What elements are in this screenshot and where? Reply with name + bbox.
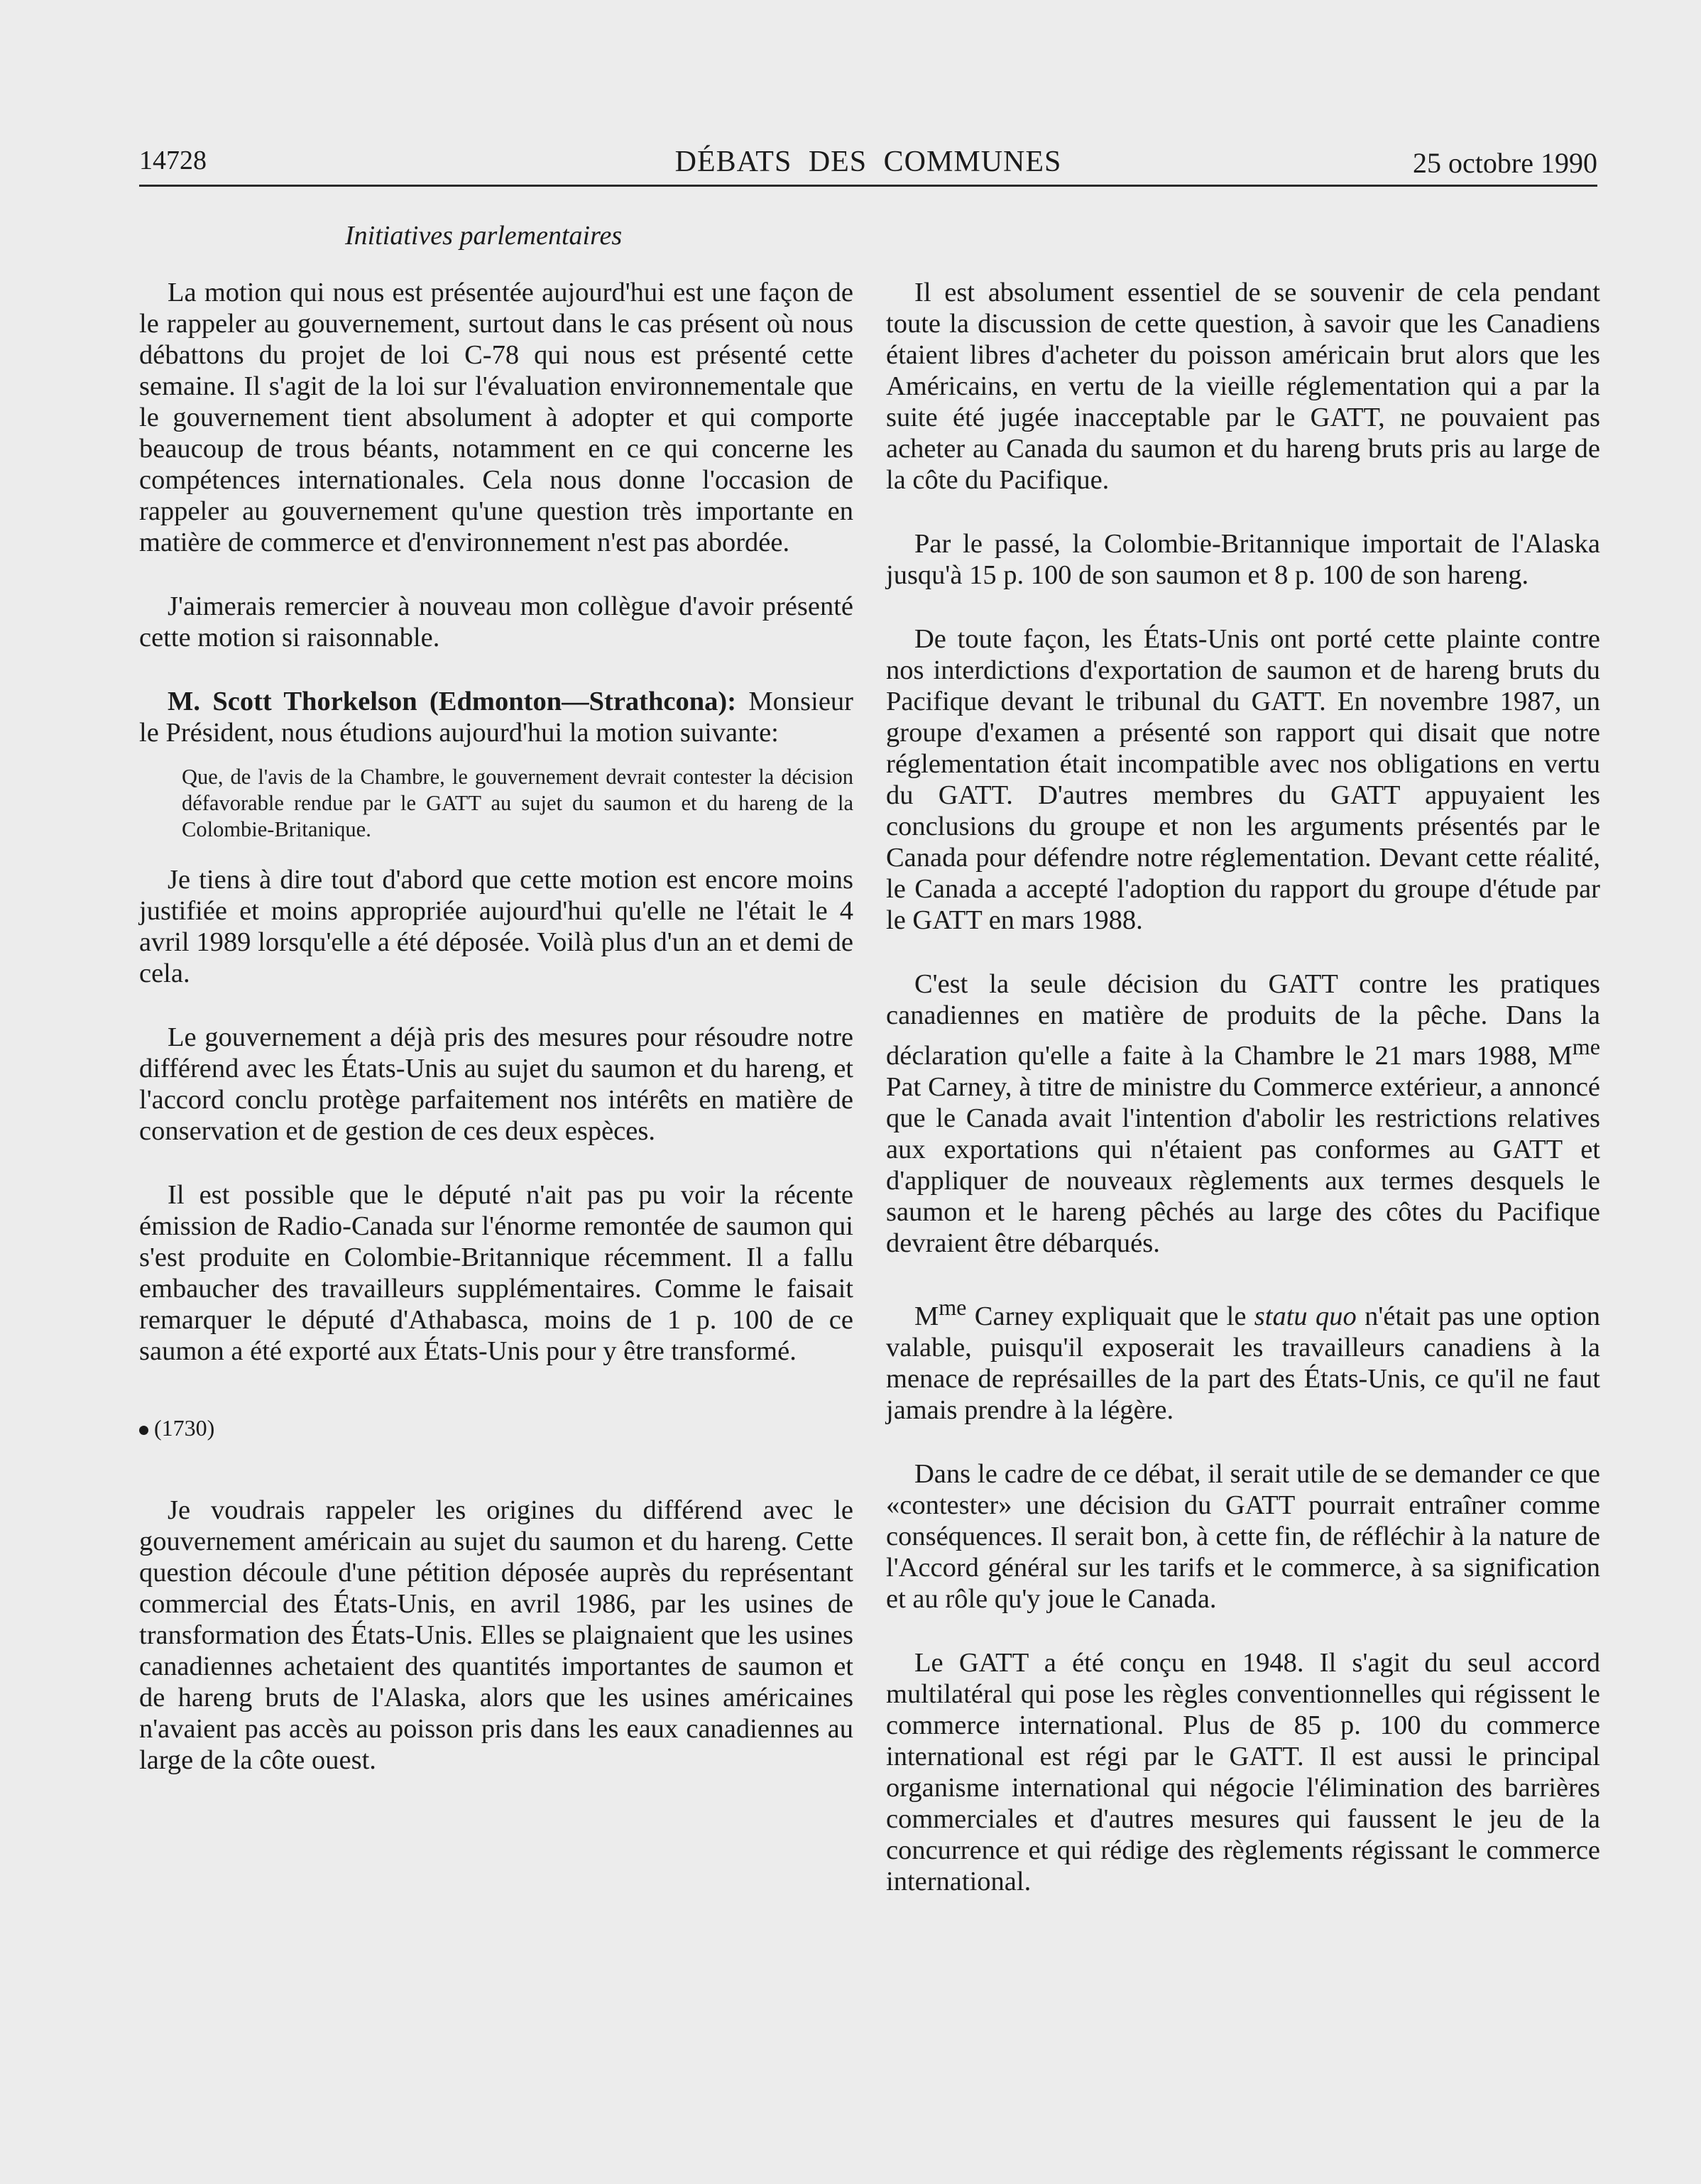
paragraph: Par le passé, la Colombie-Britannique importait de l'Alaska jusqu'à 15 p. 100 de son saumon et 8 p. 100 de son hareng. — [886, 529, 1600, 590]
timestamp-text: (1730) — [154, 1415, 215, 1441]
superscript: me — [1572, 1034, 1600, 1059]
paragraph: Il est absolument essentiel de se souvenir de cela pendant toute la discussion de cette question, à savoir que les Canadiens étaient libres d'acheter du poisson américain brut alors que les Américains, en vertu de la vieille réglementation qui a par la suite été jugée inacceptable par le GATT, ne pouvaient pas acheter au Canada du saumon et du hareng bruts pris au large de la côte du Pacifique. — [886, 278, 1600, 495]
paragraph: Le GATT a été conçu en 1948. Il s'agit du seul accord multilatéral qui pose les règles conventionnelles qui régissent le commerce international. Plus de 85 p. 100 du commerce international est régi par le GATT. Il est aussi le principal organisme international qui négocie l'élimination des barrières commerciales et d'autres mesures qui faussent le jeu de la concurrence et qui rédige des règlements régissant le commerce international. — [886, 1647, 1600, 1896]
section-heading: Initiatives parlementaires — [345, 221, 623, 251]
paragraph — [886, 968, 1600, 1259]
left-column — [139, 277, 853, 1776]
paragraph: Le gouvernement a déjà pris des mesures pour résoudre notre différend avec les États-Unis au sujet du saumon et du hareng, et l'accord conclu protège parfaitement nos intérêts en matière de conservation et de gestion de ces deux espèces. — [139, 1022, 853, 1146]
paragraph: La motion qui nous est présentée aujourd'hui est une façon de le rappeler au gouvernement, surtout dans le cas présent où nous débattons du projet de loi C-78 qui nous est présenté cette semaine. Il s'agit de la loi sur l'évaluation environnementale que le gouvernement tient absolument à adopter et qui comporte beaucoup de trous béants, notamment en ce qui concerne les compétences internationales. Cela nous donne l'occasion de rappeler au gouvernement qu'une question très importante en matière de commerce et d'environnement n'est pas abordée. — [139, 278, 853, 557]
italic-phrase: statu quo — [1254, 1301, 1357, 1331]
paragraph-text: C'est la seule décision du GATT contre les pratiques canadiennes en matière de produits de la pêche. Dans la déclaration qu'elle a faite à la Chambre le 21 mars 1988, M — [886, 969, 1600, 1071]
paragraph-text: Pat Carney, à titre de ministre du Commerce extérieur, a annoncé que le Canada avait l'intention d'abolir les restrictions relatives aux exportations qui n'étaient pas conformes au GATT et d'appliquer de nouveaux règlements aux termes desquels le saumon et le hareng pêchés au large des côtes du Pacifique devraient être débarqués. — [886, 1071, 1600, 1258]
paragraph-text: Carney expliquait que le — [966, 1301, 1254, 1331]
paragraph: De toute façon, les États-Unis ont porté cette plainte contre nos interdictions d'exportation de saumon et de hareng bruts du Pacifique devant le tribunal du GATT. En novembre 1987, un groupe d'examen a présenté son rapport qui disait que notre réglementation était incompatible avec nos obligations en vertu du GATT. D'autres membres du GATT appuyaient les conclusions du groupe et non les arguments présentés par le Canada pour défendre notre réglementation. Devant cette réalité, le Canada a accepté l'adoption du rapport du groupe d'étude par le GATT en mars 1988. — [886, 624, 1600, 935]
paragraph-text: n'était pas une option valable, puisqu'il exposerait les travailleurs canadiens à la menace de représailles de la part des États-Unis, ce qu'il ne faut jamais prendre à la légère. — [886, 1301, 1600, 1425]
paragraph: Je tiens à dire tout d'abord que cette motion est encore moins justifiée et moins appropriée aujourd'hui qu'elle ne l'était le 4 avril 1989 lorsqu'elle a été déposée. Voilà plus d'un an et demi de cela. — [139, 865, 853, 988]
speaker-paragraph — [139, 686, 853, 748]
timestamp — [139, 1412, 853, 1443]
paragraph: Dans le cadre de ce débat, il serait utile de se demander ce que «contester» une décision du GATT pourrait entraîner comme conséquences. Il serait bon, à cette fin, de réfléchir à la nature de l'Accord général sur les tarifs et le commerce, à sa signification et au rôle qu'y joue le Canada. — [886, 1458, 1600, 1614]
paragraph: Je voudrais rappeler les origines du différend avec le gouvernement américain au sujet du saumon et du hareng. Cette question découle d'une pétition déposée auprès du représentant commercial des États-Unis, en avril 1986, par les usines de transformation des États-Unis. Elles se plaignaient que les usines canadiennes achetaient des quantités importantes de saumon et de hareng bruts de l'Alaska, alors que les usines américaines n'avaient pas accès au poisson pris dans les eaux canadiennes au large de la côte ouest. — [139, 1495, 853, 1775]
superscript: me — [939, 1294, 967, 1320]
paragraph: J'aimerais remercier à nouveau mon collègue d'avoir présenté cette motion si raisonnable. — [139, 591, 853, 653]
speaker-name: M. Scott Thorkelson (Edmonton—Strathcona): — [168, 687, 737, 716]
page-header — [139, 142, 1597, 187]
paragraph-text: M — [914, 1301, 939, 1331]
paragraph: Il est possible que le député n'ait pas pu voir la récente émission de Radio-Canada sur l'énorme remontée de saumon qui s'est produite en Colombie-Britannique récemment. Il a fallu embaucher des travailleurs supplémentaires. Comme le faisait remarquer le député d'Athabasca, moins de 1 p. 100 de ce saumon a été exporté aux États-Unis pour y être transformé. — [139, 1180, 853, 1366]
right-column — [886, 277, 1600, 1897]
motion-quote: Que, de l'avis de la Chambre, le gouvernement devrait contester la décision défavorable rendue par le GATT au sujet du saumon et du hareng de la Colombie-Britanique. — [182, 765, 853, 841]
running-title: DÉBATS DES COMMUNES — [674, 146, 1062, 178]
speaker-text: Monsieur le Président, nous étudions aujourd'hui la motion suivante: — [139, 687, 853, 748]
issue-date: 25 octobre 1990 — [1413, 147, 1597, 179]
paragraph — [886, 1292, 1600, 1426]
bullet-icon — [139, 1426, 148, 1435]
page-number: 14728 — [139, 146, 207, 175]
